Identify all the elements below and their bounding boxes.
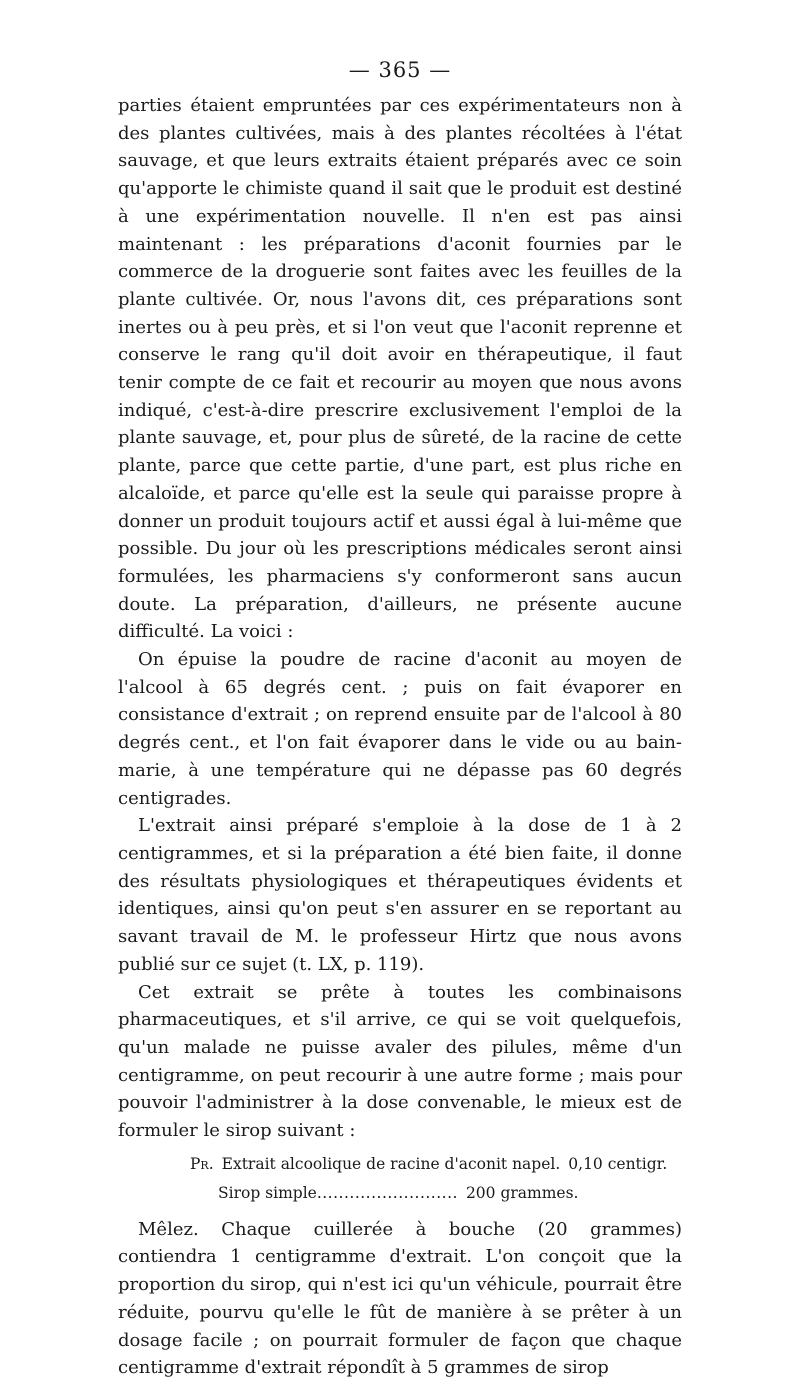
formula-ingredient-extract: Extrait alcoolique de racine d'aconit napel. (221, 1154, 561, 1173)
formula-line-syrup (118, 1179, 682, 1208)
prescription-formula (118, 1150, 682, 1208)
formula-prefix: Pr. (190, 1154, 214, 1173)
formula-quantity-extract: 0,10 centigr. (568, 1154, 668, 1173)
paragraph-dosage: L'extrait ainsi préparé s'emploie à la dose de 1 à 2 centigrammes, et si la préparation a été bien faite, il donne des résultats physiologiques et thérapeutiques évidents et identiques, ainsi qu'on peut s'en assurer en se reportant au savant travail de M. le professeur Hirtz que nous avons publié sur ce sujet (t. LX, p. 119). (118, 815, 682, 975)
paragraph-syrup-intro: Cet extrait se prête à toutes les combinaisons pharmaceutiques, et s'il arrive, ce qui se voit quelquefois, qu'un malade ne puisse avaler des pilules, même d'un centigramme, on peut recourir à une autre forme ; mais pour pouvoir l'administrer à la dose convenable, le mieux est de formuler le sirop suivant : (118, 981, 682, 1142)
page-number: — 365 — (348, 58, 452, 82)
formula-quantity-syrup: 200 grammes. (465, 1183, 579, 1202)
formula-line-extract (118, 1150, 682, 1179)
formula-leader-dots: .......................... (316, 1183, 458, 1202)
paragraph-continued: parties étaient empruntées par ces expérimentateurs non à des plantes cultivées, mais à des plantes récoltées à l'état sauvage, et que leurs extraits étaient préparés avec ce soin qu'apporte le chimiste quand il sait que le produit est destiné à une expérimentation nouvelle. Il n'en est pas ainsi maintenant : les préparations d'aconit fournies par le commerce de la droguerie sont faites avec les feuilles de la plante cultivée. Or, nous l'avons dit, ces préparations sont inertes ou à peu près, et si l'on veut que l'aconit reprenne et conserve le rang qu'il doit avoir en thérapeutique, il faut tenir compte de ce fait et recourir au moyen que nous avons indiqué, c'est-à-dire prescrire exclusivement l'emploi de la plante sauvage, et, pour plus de sûreté, de la racine de cette plante, parce que cette partie, d'une part, est plus riche en alcaloïde, et parce qu'elle est la seule qui paraisse propre à donner un produit toujours actif et aussi égal à lui-même que possible. Du jour où les prescriptions médicales seront ainsi formulées, les pharmaciens s'y conformeront sans aucun doute. La préparation, d'ailleurs, ne présente aucune difficulté. La voici : (118, 95, 682, 643)
paragraph-preparation: On épuise la poudre de racine d'aconit au moyen de l'alcool à 65 degrés cent. ; puis on fait évaporer en consistance d'extrait ; on reprend ensuite par de l'alcool à 80 degrés cent., et l'on fait évaporer dans le vide ou au bain-marie, à une température qui ne dépasse pas 60 degrés centigrades. (118, 649, 682, 809)
paragraph-closing: Mêlez. Chaque cuillerée à bouche (20 grammes) contiendra 1 centigramme d'extrait. L'on conçoit que la proportion du sirop, qui n'est ici qu'un véhicule, pourrait être réduite, pourvu qu'elle le fût de manière à se prêter à un dosage facile ; on pourrait formuler de façon que chaque centigramme d'extrait répondît à 5 grammes de sirop (118, 1218, 682, 1379)
body-text (118, 92, 682, 1382)
formula-ingredient-syrup: Sirop simple (218, 1183, 317, 1202)
